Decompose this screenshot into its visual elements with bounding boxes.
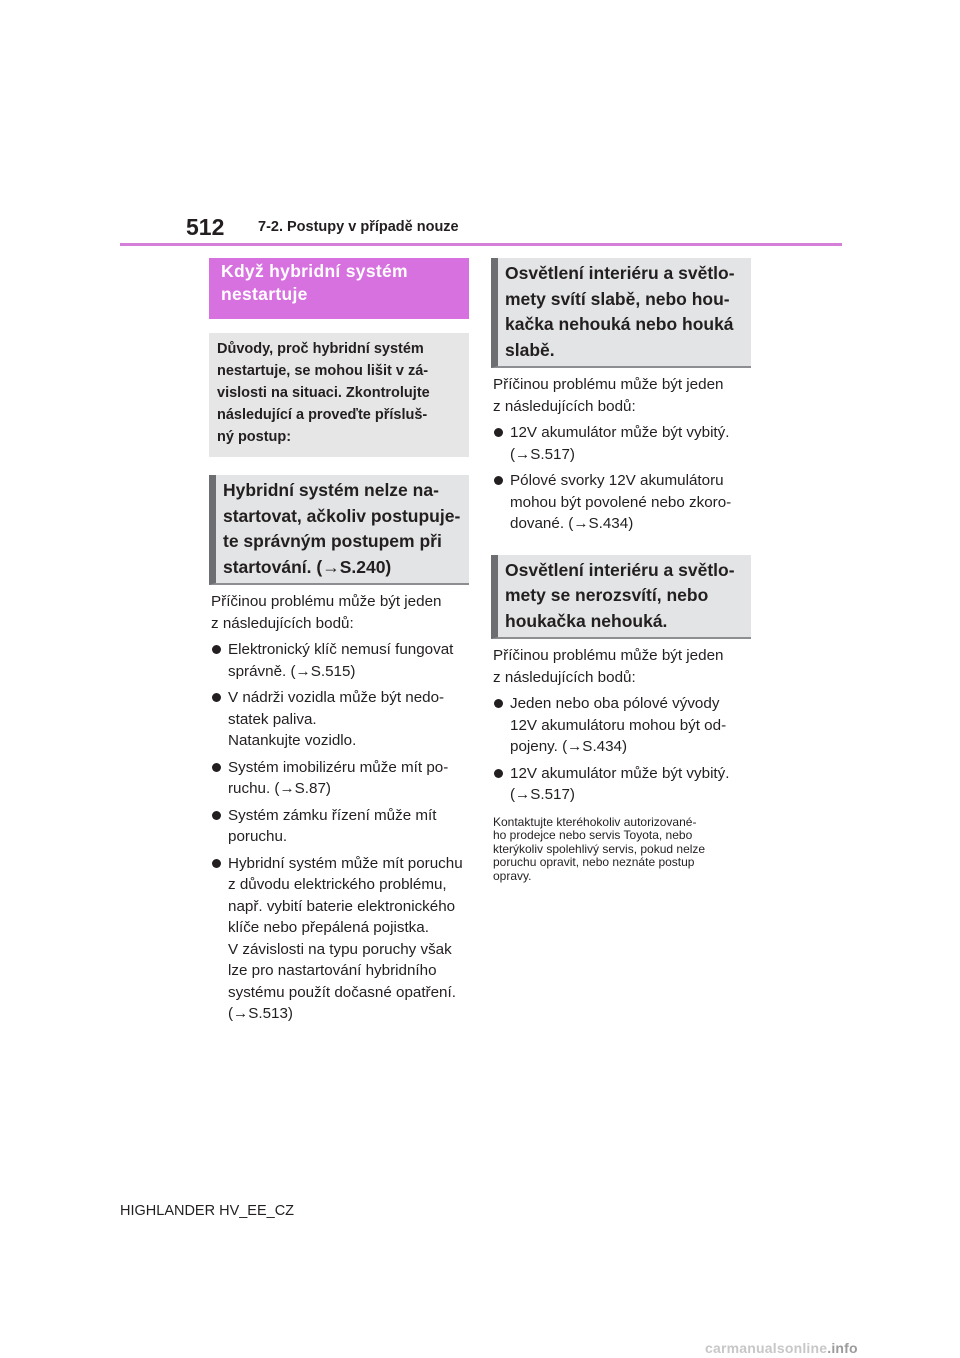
list-item: Elektronický klíč nemusí fungovat správně. (→S.515): [209, 639, 469, 682]
no-lights-lead: Příčinou problému může být jeden z následujících bodů:: [493, 647, 724, 686]
bullet-icon: [494, 428, 503, 437]
list-item: 12V akumulátor může být vybitý. (→S.517): [491, 422, 751, 465]
sub-heading-dim-lights: Osvětlení interiéru a světlo- mety svítí slabě, nebo hou- kačka nehouká nebo houká slabě.: [491, 258, 751, 368]
list-item: Systém imobilizéru může mít po- ruchu. (→S.87): [209, 757, 469, 800]
main-heading: Když hybridní systém nestartuje: [209, 258, 469, 319]
bullet-icon: [494, 769, 503, 778]
list-item: Systém zámku řízení může mít poruchu.: [209, 805, 469, 848]
bullet-icon: [212, 645, 221, 654]
left-column: [209, 258, 469, 1025]
bullet-icon: [212, 811, 221, 820]
header-rule: [120, 243, 842, 246]
sub-heading-no-start: Hybridní systém nelze na- startovat, ačkoliv postupuje- te správným postupem při startování. (→S.240): [209, 475, 469, 585]
list-item: Hybridní systém může mít poruchu z důvodu elektrického problému, např. vybití baterie elektronického klíče nebo přepálená pojistka. V závislosti na typu poruchy však lze pro nastartování hybridního systému použít dočasné opatření. (→S.513): [209, 853, 469, 1025]
model-code: HIGHLANDER HV_EE_CZ: [120, 1203, 295, 1219]
bullet-icon: [494, 699, 503, 708]
dim-lights-list: [491, 422, 751, 535]
page-number: 512: [186, 214, 225, 240]
no-lights-list: [491, 693, 751, 806]
bullet-icon: [212, 693, 221, 702]
watermark-text: carmanualsonline: [705, 1340, 828, 1356]
bullet-icon: [212, 859, 221, 868]
list-item: Jeden nebo oba pólové vývody 12V akumulátoru mohou být od- pojeny. (→S.434): [491, 693, 751, 758]
causes-list: [209, 639, 469, 1025]
right-column: [491, 258, 751, 883]
intro-box: Důvody, proč hybridní systém nestartuje, se mohou lišit v zá- vislosti na situaci. Zkontrolujte následující a proveďte přísluš- ný postup:: [209, 333, 469, 457]
dim-lights-lead: Příčinou problému může být jeden z následujících bodů:: [493, 376, 724, 415]
sub-heading-no-lights: Osvětlení interiéru a světlo- mety se nerozsvítí, nebo houkačka nehouká.: [491, 555, 751, 640]
list-item: 12V akumulátor může být vybitý. (→S.517): [491, 763, 751, 806]
section-title: 7-2. Postupy v případě nouze: [258, 219, 459, 235]
list-item: Pólové svorky 12V akumulátoru mohou být povolené nebo zkoro- dované. (→S.434): [491, 470, 751, 535]
watermark: [705, 1340, 858, 1356]
bullet-icon: [494, 476, 503, 485]
bullet-icon: [212, 763, 221, 772]
causes-lead: Příčinou problému může být jeden z následujících bodů:: [211, 593, 442, 632]
contact-note: Kontaktujte kteréhokoliv autorizované- ho prodejce nebo servis Toyota, nebo kterýkoliv spolehlivý servis, pokud nelze poruchu opravit, nebo neznáte postup opravy.: [493, 814, 706, 883]
watermark-domain: .info: [827, 1340, 858, 1356]
list-item: V nádrži vozidla může být nedo- statek paliva. Natankujte vozidlo.: [209, 687, 469, 752]
